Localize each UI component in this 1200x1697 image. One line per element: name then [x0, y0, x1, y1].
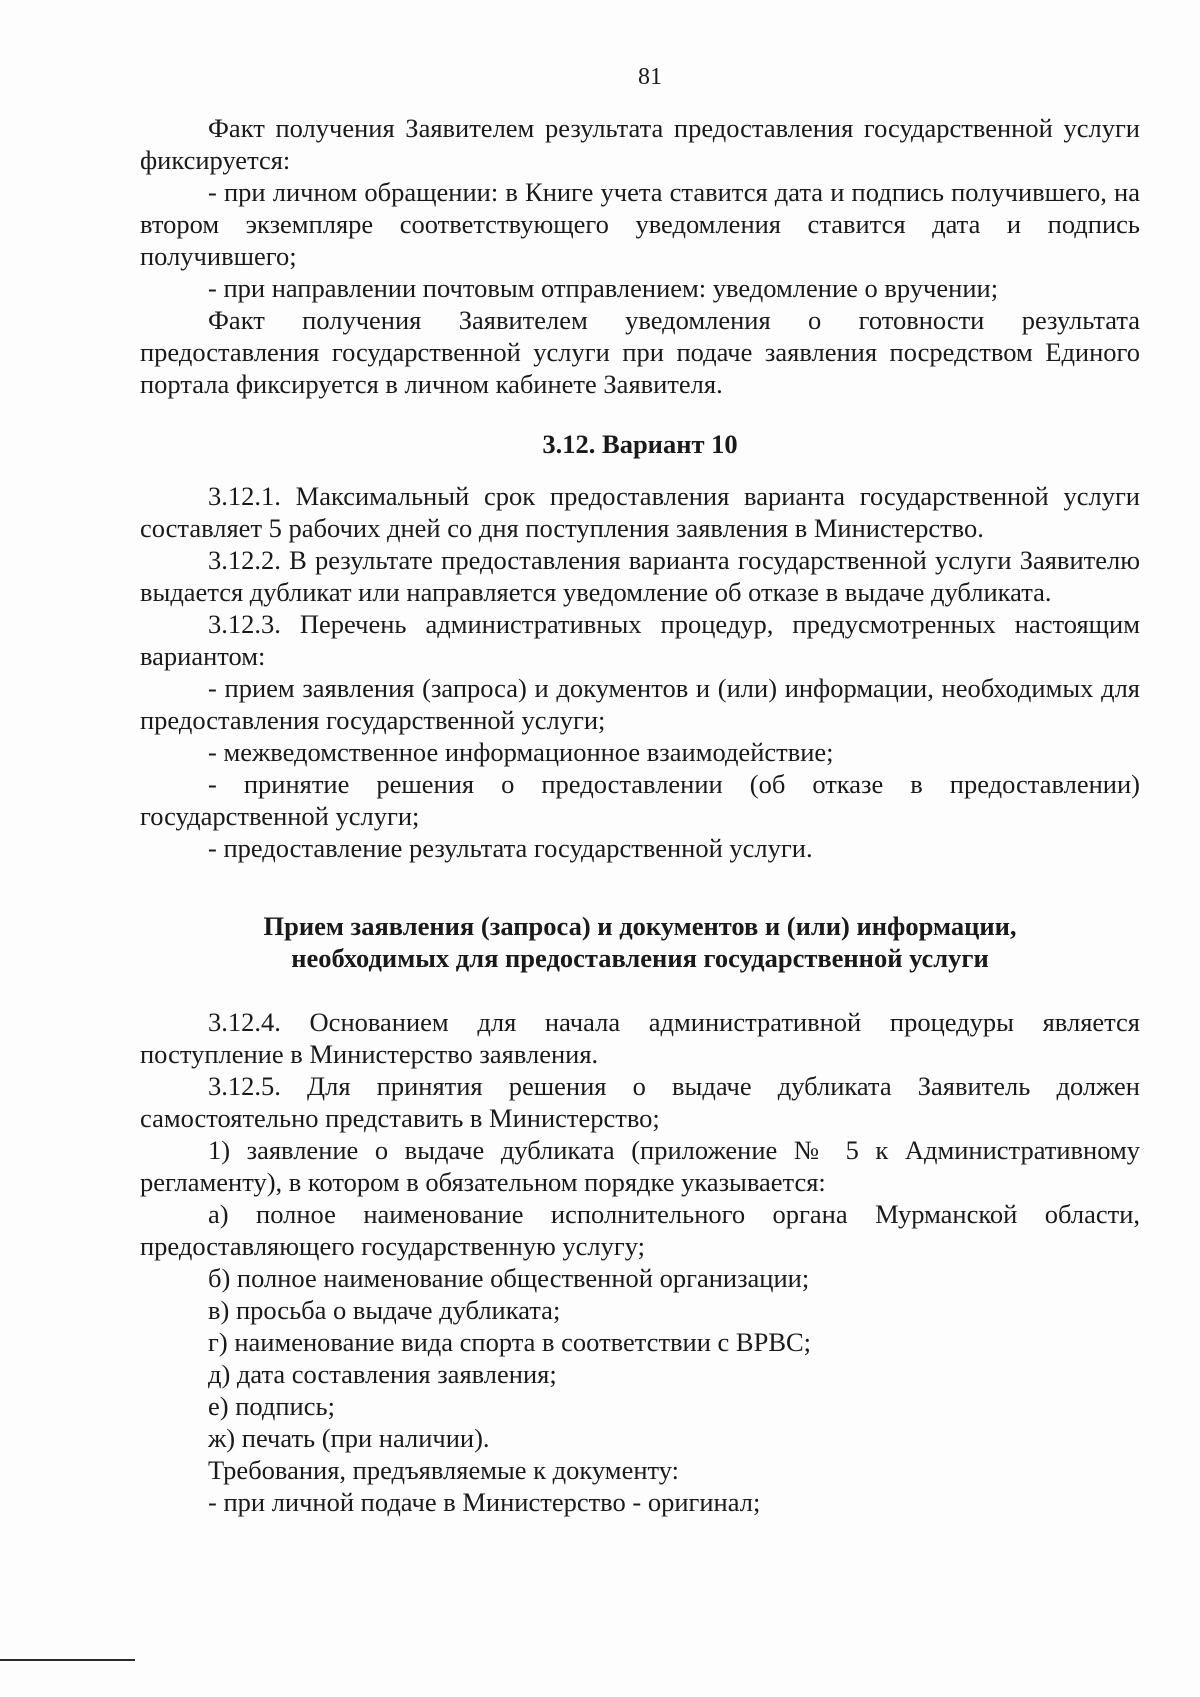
procedure-heading-line: Прием заявления (запроса) и документов и (или) информации, [263, 911, 1017, 941]
paragraph: 3.12.4. Основанием для начала административной процедуры является поступление в Министерство заявления. [140, 1007, 1140, 1069]
list-item: е) подпись; [208, 1391, 335, 1421]
list-item: ж) печать (при наличии). [208, 1423, 490, 1453]
list-item: - межведомственное информационное взаимодействие; [208, 737, 834, 767]
list-item: а) полное наименование исполнительного органа Мурманской области, предоставляющего государственную услугу; [140, 1199, 1140, 1261]
variant-heading-container [140, 428, 1140, 460]
list-item: д) дата составления заявления; [208, 1359, 557, 1389]
page-number: 81 [638, 64, 662, 90]
paragraph: - при личном обращении: в Книге учета ставится дата и подпись получившего, на втором экземпляре соответствующего уведомления ставится дата и подпись получившего; [140, 177, 1140, 271]
list-item: в) просьба о выдаче дубликата; [208, 1295, 561, 1325]
footnote-rule [0, 1659, 135, 1661]
paragraph: Факт получения Заявителем результата предоставления государственной услуги фиксируется: [140, 113, 1140, 175]
list-item: - при личной подаче в Министерство - оригинал; [208, 1487, 761, 1517]
paragraph: 3.12.2. В результате предоставления варианта государственной услуги Заявителю выдается дубликат или направляется уведомление об отказе в выдаче дубликата. [140, 545, 1140, 607]
paragraph: 3.12.1. Максимальный срок предоставления варианта государственной услуги составляет 5 рабочих дней со дня поступления заявления в Министерство. [140, 481, 1140, 543]
procedure-section [140, 1006, 1140, 1518]
paragraph: Требования, предъявляемые к документу: [208, 1455, 680, 1485]
paragraph: Факт получения Заявителем уведомления о готовности результата предоставления государственной услуги при подаче заявления посредством Единого портала фиксируется в личном кабинете Заявителя. [140, 305, 1140, 399]
list-item: - прием заявления (запроса) и документов и (или) информации, необходимых для предоставления государственной услуги; [140, 673, 1140, 735]
list-item: б) полное наименование общественной организации; [208, 1263, 810, 1293]
variant-heading: 3.12. Вариант 10 [542, 429, 738, 459]
procedure-heading-container [140, 910, 1140, 974]
result-receipt-section [140, 112, 1140, 400]
paragraph: - при направлении почтовым отправлением: уведомление о вручении; [208, 273, 999, 303]
paragraph: 3.12.3. Перечень административных процедур, предусмотренных настоящим вариантом: [140, 609, 1140, 671]
paragraph: 1) заявление о выдаче дубликата (приложение № 5 к Административному регламенту), в котором в обязательном порядке указывается: [140, 1135, 1140, 1197]
list-item: - предоставление результата государственной услуги. [208, 833, 813, 863]
paragraph: 3.12.5. Для принятия решения о выдаче дубликата Заявитель должен самостоятельно представить в Министерство; [140, 1071, 1140, 1133]
list-item: - принятие решения о предоставлении (об отказе в предоставлении) государственной услуги; [140, 769, 1140, 831]
variant-section [140, 480, 1140, 864]
list-item: г) наименование вида спорта в соответствии с ВРВС; [208, 1327, 812, 1357]
procedure-heading-line: необходимых для предоставления государственной услуги [291, 943, 989, 973]
